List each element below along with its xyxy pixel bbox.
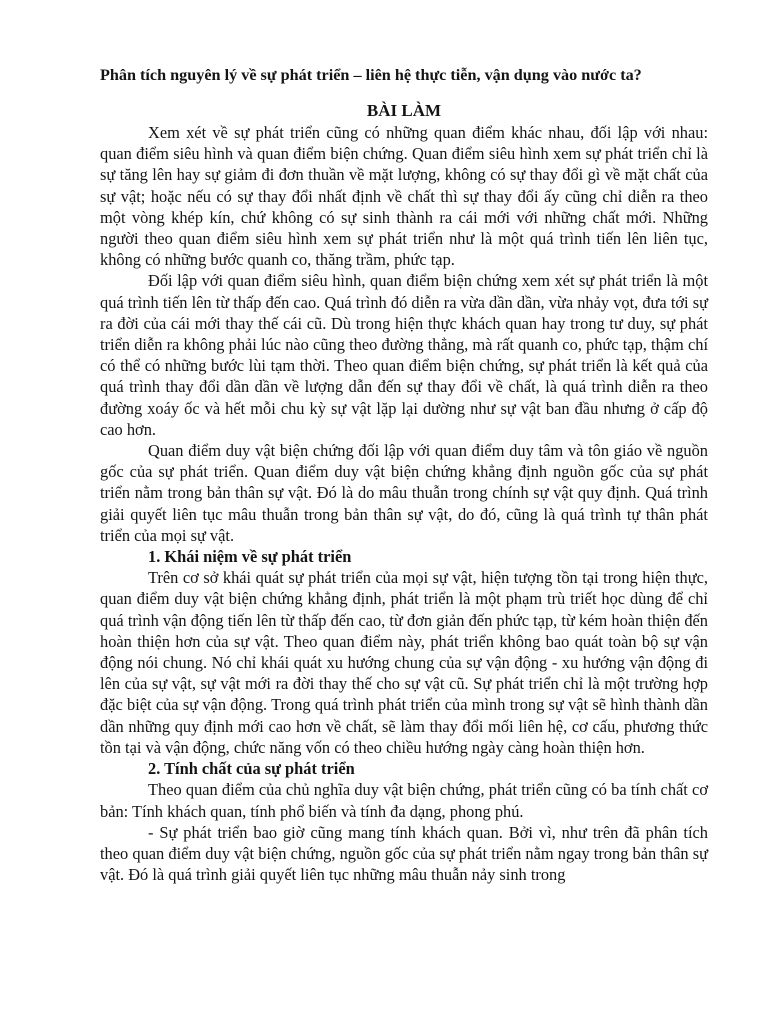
paragraph: Đối lập với quan điểm siêu hình, quan điểm biện chứng xem xét sự phát triển là một quá trình tiến lên từ thấp đến cao. Quá trình đó diễn ra vừa dần dần, vừa nhảy vọt, đưa tới sự ra đời của cái mới thay thế cái cũ. Dù trong hiện thực khách quan hay trong tư duy, sự phát triển diễn ra không phải lúc nào cũng theo đường thẳng, mà rất quanh co, phức tạp, thậm chí có thể có những bước lùi tạm thời. Theo quan điểm biện chứng, sự phát triển là kết quả của quá trình thay đổi dần dần về lượng dẫn đến sự thay đổi về chất, là quá trình diễn ra theo đường xoáy ốc và hết mỗi chu kỳ sự vật lặp lại dường như sự vật ban đầu nhưng ở cấp độ cao hơn. [100, 271, 708, 439]
section-1-heading: 1. Khái niệm về sự phát triển [148, 547, 352, 567]
document-title: Phân tích nguyên lý về sự phát triển – liên hệ thực tiễn, vận dụng vào nước ta? [100, 66, 642, 84]
paragraph: Trên cơ sở khái quát sự phát triển của mọi sự vật, hiện tượng tồn tại trong hiện thực, quan điểm duy vật biện chứng khẳng định, phát triển là một phạm trù triết học dùng để chỉ quá trình vận động tiến lên từ thấp đến cao, từ đơn giản đến phức tạp, từ kém hoàn thiện đến hoàn thiện hơn của sự vật. Theo quan điểm này, phát triển không bao quát toàn bộ sự vận động nói chung. Nó chỉ khái quát xu hướng chung của sự vận động - xu hướng vận động đi lên của sự vật, sự vật mới ra đời thay thế cho sự vật cũ. Sự phát triển chỉ là một trường hợp đặc biệt của sự vận động. Trong quá trình phát triển của mình trong sự vật sẽ hình thành dần dần những quy định mới cao hơn về chất, sẽ làm thay đổi mối liên hệ, cơ cấu, phương thức tồn tại và vận động, chức năng vốn có theo chiều hướng ngày càng hoàn thiện hơn. [100, 568, 708, 757]
paragraph: Quan điểm duy vật biện chứng đối lập với quan điểm duy tâm và tôn giáo về nguồn gốc của sự phát triển. Quan điểm duy vật biện chứng khẳng định nguồn gốc của sự phát triển nằm trong bản thân sự vật. Đó là do mâu thuẫn trong chính sự vật quy định. Quá trình giải quyết liên tục mâu thuẫn trong bản thân sự vật, do đó, cũng là quá trình tự thân phát triển của mọi sự vật. [100, 441, 708, 545]
paragraph: Xem xét về sự phát triển cũng có những quan điểm khác nhau, đối lập với nhau: quan điểm siêu hình và quan điểm biện chứng. Quan điểm siêu hình xem sự phát triển chỉ là sự tăng lên hay sự giảm đi đơn thuần về mặt lượng, không có sự thay đổi gì về mặt chất của sự vật; hoặc nếu có sự thay đổi nhất định về chất thì sự thay đổi ấy cũng chỉ diễn ra theo một vòng khép kín, chứ không có sự sinh thành ra cái mới với những chất mới. Những người theo quan điểm siêu hình xem sự phát triển như là một quá trình tiến lên liên tục, không có những bước quanh co, thăng trầm, phức tạp. [100, 123, 708, 270]
essay-heading: BÀI LÀM [366, 101, 442, 120]
paragraph: Theo quan điểm của chủ nghĩa duy vật biện chứng, phát triển cũng có ba tính chất cơ bản: Tính khách quan, tính phổ biến và tính đa dạng, phong phú. [100, 780, 708, 821]
section-2-heading: 2. Tính chất của sự phát triển [148, 759, 355, 779]
paragraph: - Sự phát triển bao giờ cũng mang tính khách quan. Bởi vì, như trên đã phân tích theo quan điểm duy vật biện chứng, nguồn gốc của sự phát triển nằm ngay trong bản thân sự vật. Đó là quá trình giải quyết liên tục những mâu thuẫn nảy sinh trong [100, 822, 708, 885]
